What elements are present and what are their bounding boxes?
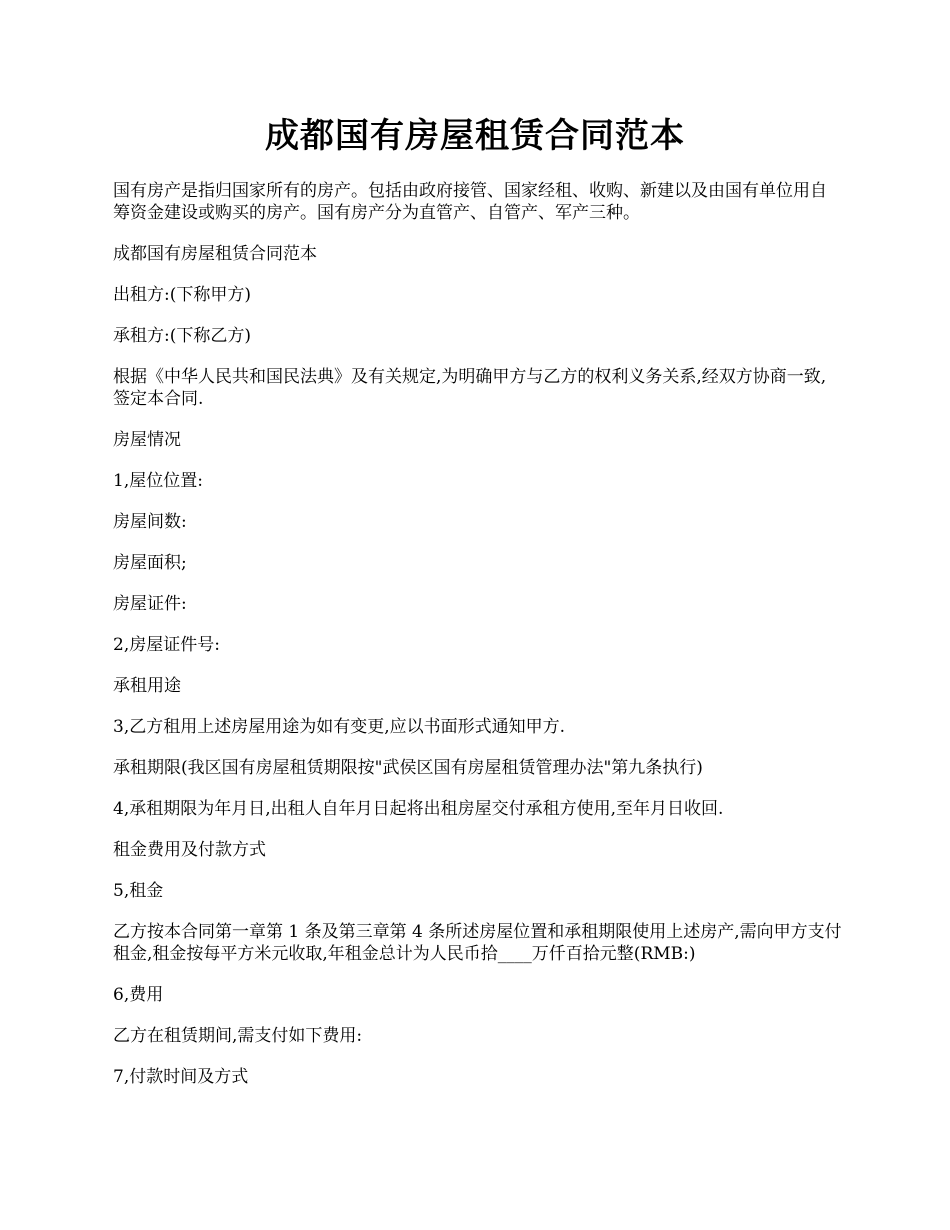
paragraph-room-count: 房屋间数:	[113, 512, 187, 532]
document-title: 成都国有房屋租赁合同范本	[265, 116, 685, 156]
paragraph-intro: 国有房产是指归国家所有的房产。包括由政府接管、国家经租、收购、新建以及由国有单位用自筹资金建设或购买的房产。国有房产分为直管产、自管产、军产三种。	[113, 181, 827, 223]
paragraph-lessor: 出租方:(下称甲方)	[113, 285, 251, 305]
paragraph-rent-heading: 5,租金	[113, 881, 164, 901]
section-heading-usage: 承租用途	[113, 676, 181, 696]
paragraph-usage: 3,乙方租用上述房屋用途为如有变更,应以书面形式通知甲方.	[113, 717, 566, 737]
section-heading-rent: 租金费用及付款方式	[113, 840, 266, 860]
paragraph-fees: 乙方在租赁期间,需支付如下费用:	[113, 1026, 363, 1046]
paragraph-location: 1,屋位位置:	[113, 471, 203, 491]
paragraph-certificate-number: 2,房屋证件号:	[113, 635, 220, 655]
paragraph-area: 房屋面积;	[113, 553, 187, 573]
paragraph-subtitle: 成都国有房屋租赁合同范本	[113, 244, 317, 264]
paragraph-basis: 根据《中华人民共和国民法典》及有关规定,为明确甲方与乙方的权利义务关系,经双方协商一致,签定本合同.	[113, 367, 827, 409]
paragraph-rent-details: 乙方按本合同第一章第 1 条及第三章第 4 条所述房屋位置和承租期限使用上述房产,需向甲方支付租金,租金按每平方米元收取,年租金总计为人民币拾____万仟百拾元整(RMB:)	[113, 922, 842, 964]
paragraph-certificate: 房屋证件:	[113, 594, 187, 614]
paragraph-payment: 7,付款时间及方式	[113, 1067, 249, 1087]
paragraph-term: 4,承租期限为年月日,出租人自年月日起将出租房屋交付承租方使用,至年月日收回.	[113, 799, 724, 819]
paragraph-lessee: 承租方:(下称乙方)	[113, 326, 251, 346]
paragraph-fees-heading: 6,费用	[113, 985, 164, 1005]
section-heading-house: 房屋情况	[113, 430, 181, 450]
document-body	[113, 180, 843, 1107]
section-heading-term: 承租期限(我区国有房屋租赁期限按"武侯区国有房屋租赁管理办法"第九条执行)	[113, 758, 703, 778]
